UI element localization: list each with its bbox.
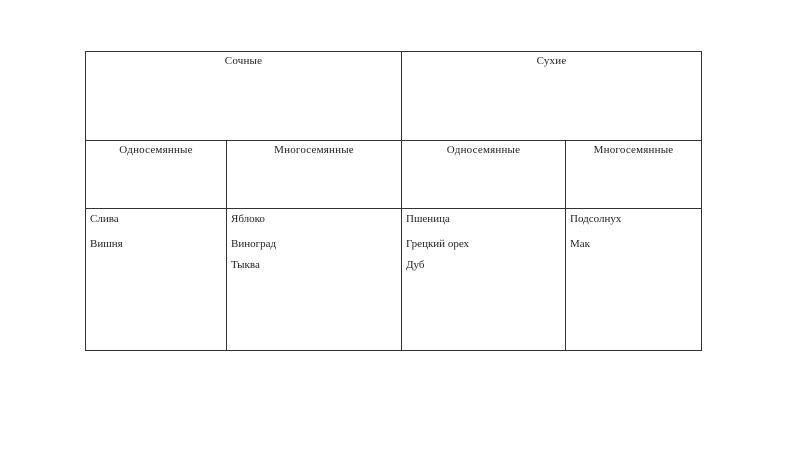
examples-juicy-multi (227, 209, 402, 351)
list-item: Тыква (231, 259, 260, 271)
list-item: Грецкий орех (406, 237, 470, 250)
group-header-juicy (86, 52, 402, 141)
list-item: Вишня (90, 237, 123, 250)
group-header-dry (402, 52, 702, 141)
fruit-classification-table (85, 51, 702, 351)
list-item: Пшеница (406, 213, 450, 225)
subheader-label: Односемянные (446, 144, 521, 156)
subheader-label: Односемянные (119, 144, 193, 156)
list-item: Подсолнух (570, 213, 622, 225)
list-item: Дуб (406, 259, 425, 271)
subheader-label: Многосемянные (274, 144, 354, 156)
list-item: Яблоко (231, 213, 265, 225)
list-item: Слива (90, 213, 119, 225)
examples-juicy-single (86, 209, 227, 351)
subheader-dry-single (402, 141, 566, 209)
subheader-label: Многосемянные (593, 144, 674, 156)
subheader-dry-multi (566, 141, 702, 209)
examples-dry-single (402, 209, 566, 351)
examples-dry-multi (566, 209, 702, 351)
group-header-dry-label: Сухие (536, 55, 567, 67)
subheader-row (86, 141, 702, 209)
subheader-juicy-single (86, 141, 227, 209)
group-header-row (86, 52, 702, 141)
subheader-juicy-multi (227, 141, 402, 209)
list-item: Виноград (231, 237, 277, 250)
examples-row (86, 209, 702, 351)
group-header-juicy-label: Сочные (224, 55, 263, 67)
list-item: Мак (570, 237, 591, 250)
